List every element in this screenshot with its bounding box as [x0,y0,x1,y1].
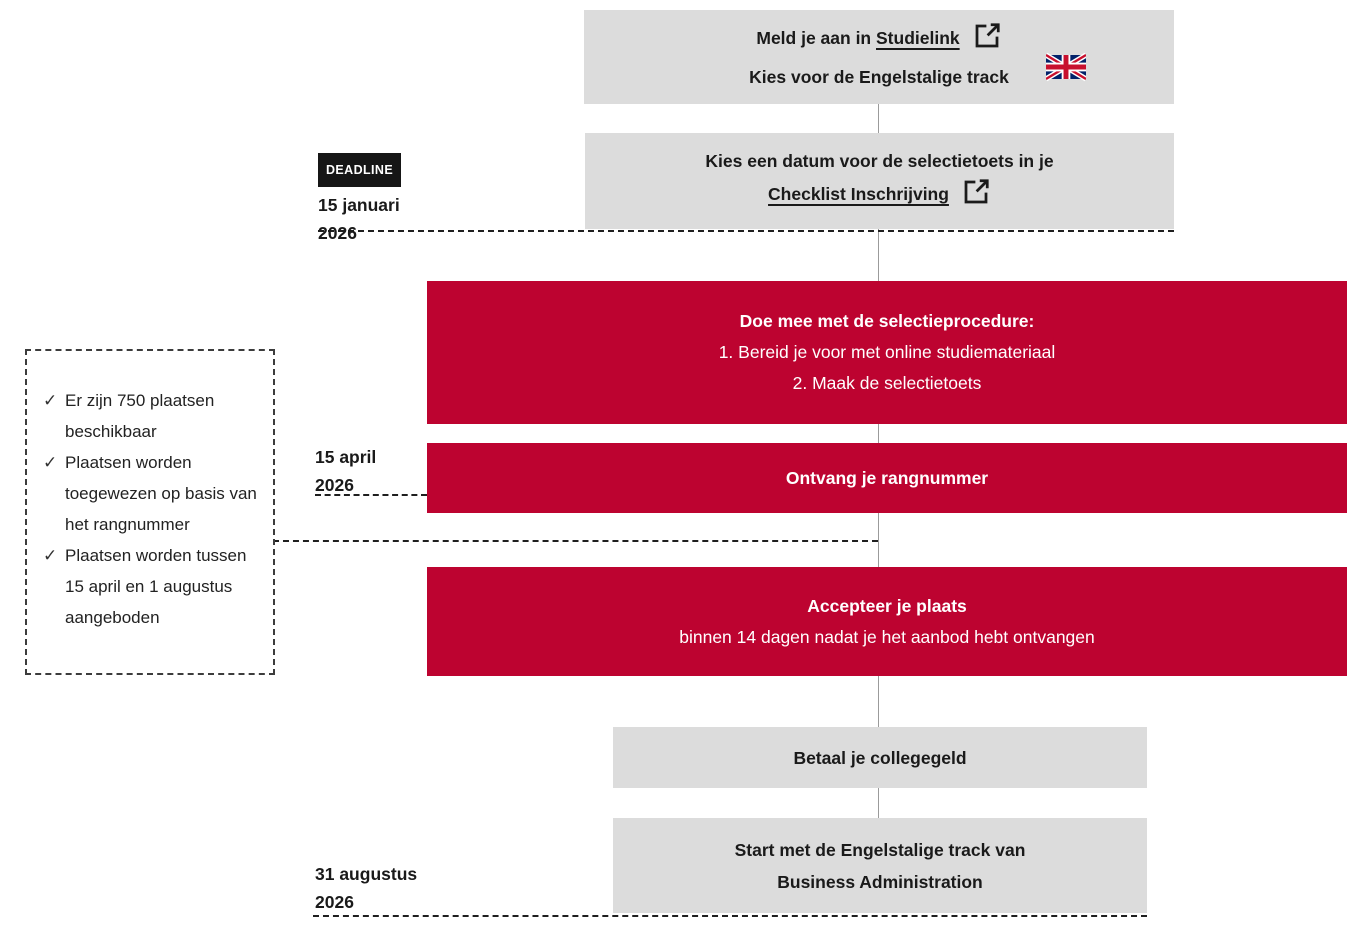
april-date-line2: 2026 [315,475,354,495]
step-box-rank [427,443,1347,513]
step-box-pay [613,727,1147,788]
step-box-signup [584,10,1174,104]
deadline-date-line1: 15 januari [318,195,400,215]
deadline-annotation [318,153,401,247]
uk-flag-icon [1046,52,1086,82]
info-item-text: Plaatsen worden tussen 15 april en 1 augustus aangeboden [65,546,247,627]
check-icon: ✓ [43,453,58,472]
signup-line1 [756,21,1001,61]
check-icon: ✓ [43,546,58,565]
info-item-text: Er zijn 750 plaatsen beschikbaar [65,391,215,441]
start-line1: Start met de Engelstalige track van [734,839,1026,860]
rank-title: Ontvang je rangnummer [785,468,989,488]
check-icon: ✓ [43,391,58,410]
deadline-badge: DEADLINE [318,153,401,187]
april-date-line1: 15 april [315,447,377,467]
august-date-line1: 31 augustus [315,864,418,884]
info-item [43,540,263,633]
deadline-dashed-line [318,230,1174,232]
studielink-link[interactable]: Studielink [876,28,960,48]
step-box-choose-date [585,133,1174,229]
info-item [43,447,263,540]
external-link-icon[interactable] [961,177,991,217]
info-box [25,349,275,675]
accept-title: Accepteer je plaats [807,595,967,616]
april-annotation [315,443,376,499]
august-date-line2: 2026 [315,892,354,912]
choose-date-line1: Kies een datum voor de selectietoets in je [705,151,1054,171]
selection-item2: 2. Maak de selectietoets [792,373,982,393]
checklist-inschrijving-link[interactable]: Checklist Inschrijving [768,184,949,204]
info-item [43,385,263,447]
august-annotation [315,860,417,916]
selection-title: Doe mee met de selectieprocedure: [739,311,1035,331]
info-item-text: Plaatsen worden toegewezen op basis van het rangnummer [65,453,257,534]
accept-subtitle: binnen 14 dagen nadat je het aanbod hebt ontvangen [679,626,1095,647]
signup-line2: Kies voor de Engelstalige track [749,67,1009,87]
august-dashed-line [313,915,1147,917]
infobox-dashed-connector [273,540,878,542]
external-link-icon[interactable] [972,21,1002,61]
signup-text: Meld je aan in [756,28,876,48]
step-box-selection [427,281,1347,424]
step-box-accept [427,567,1347,676]
step-box-start [613,818,1147,913]
pay-title: Betaal je collegegeld [793,747,967,768]
selection-item1: 1. Bereid je voor met online studiemateriaal [718,342,1056,362]
deadline-date-line2: 2026 [318,223,357,243]
start-line2: Business Administration [777,871,983,892]
choose-date-line2 [768,177,991,217]
